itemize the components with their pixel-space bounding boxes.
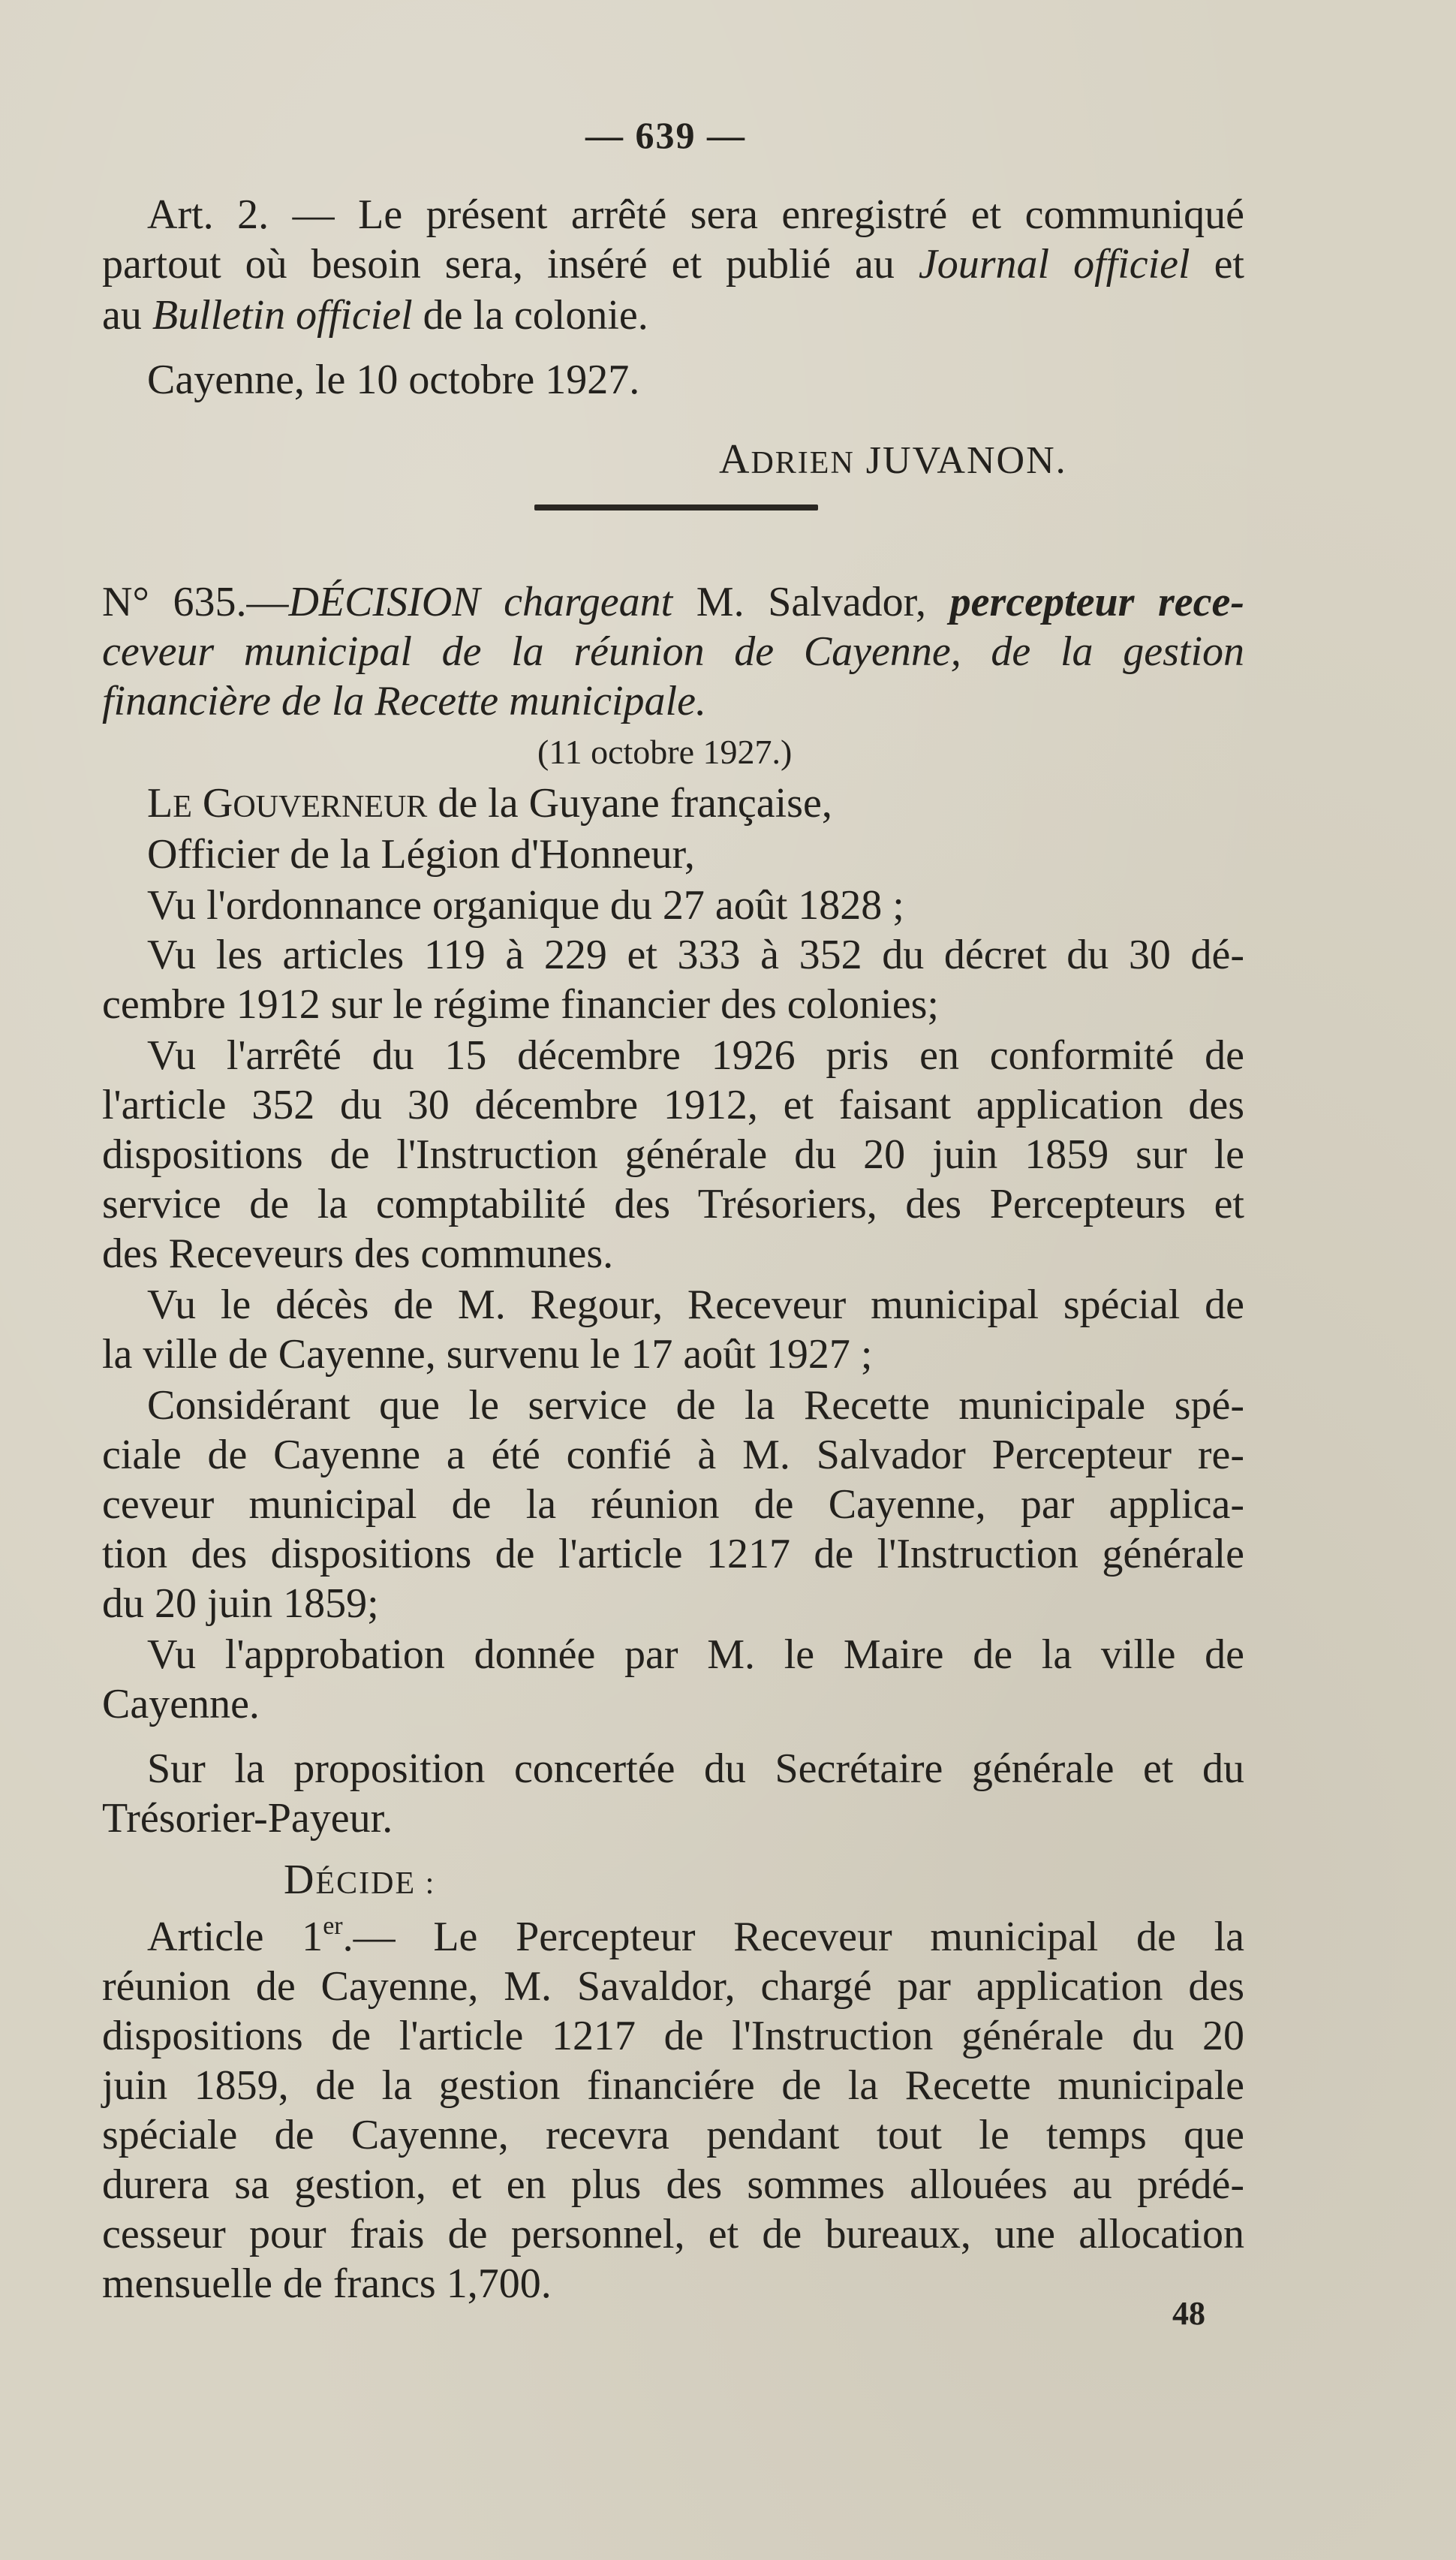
decide-rest: ÉCIDE :	[315, 1866, 436, 1901]
article1-superscript: er	[323, 1912, 343, 1940]
decision-heading: DÉCISION chargeant	[288, 579, 696, 625]
decision-date: (11 octobre 1927.)	[537, 733, 793, 771]
article1-line-1	[147, 1913, 1244, 1961]
article1-text: .— Le Percepteur Receveur municipal de la	[342, 1914, 1244, 1960]
governor-le-rest: E	[173, 790, 192, 824]
article2-line-2	[102, 240, 1244, 288]
article1-prefix: Article 1	[147, 1914, 323, 1960]
article2-text-and: et	[1190, 241, 1244, 288]
body-line-15: tion des dispositions de l'article 1217 de l'Instruction générale	[102, 1531, 1244, 1577]
body-line-14: ceveur municipal de la réunion de Cayenne, par applica-	[102, 1481, 1244, 1528]
signature-first-name: DRIEN	[751, 446, 855, 480]
section-divider	[534, 504, 818, 510]
decision-number: N° 635.—	[102, 579, 289, 625]
body-line-11: la ville de Cayenne, survenu le 17 août 1927 ;	[102, 1331, 873, 1378]
body-line-4: cembre 1912 sur le régime financier des colonies;	[102, 981, 939, 1028]
article1-line-8: mensuelle de francs 1,700.	[102, 2260, 552, 2307]
decide-heading	[284, 1856, 435, 1908]
body-line-8: service de la comptabilité des Trésoriers, des Percepteurs et	[102, 1181, 1244, 1227]
body-line-20: Trésorier-Payeur.	[102, 1795, 393, 1842]
signature-mark: 48	[1172, 2295, 1205, 2332]
decision-person: M. Salvador,	[696, 579, 927, 625]
body-line-6: l'article 352 du 30 décembre 1912, et faisant application des	[102, 1082, 1244, 1128]
body-line-17: Vu l'approbation donnée par M. le Maire de la ville de	[147, 1631, 1244, 1678]
signature	[719, 435, 1067, 487]
governor-rest: de la Guyane française,	[427, 780, 832, 827]
body-line-18: Cayenne.	[102, 1681, 260, 1727]
body-line-5: Vu l'arrêté du 15 décembre 1926 pris en conformité de	[147, 1032, 1244, 1079]
governor-g-cap: G	[202, 780, 233, 827]
governor-le-cap: L	[147, 780, 173, 827]
body-line-10: Vu le décès de M. Regour, Receveur municipal spécial de	[147, 1282, 1244, 1328]
decision-title-line-1	[102, 578, 1244, 626]
article2-text-au: au	[102, 292, 152, 339]
body-line-7: dispositions de l'Instruction générale du 20 juin 1859 sur le	[102, 1131, 1244, 1178]
body-line-12: Considérant que le service de la Recette municipale spé-	[147, 1382, 1244, 1429]
article1-line-7: cesseur pour frais de personnel, et de bureaux, une allocation	[102, 2211, 1244, 2257]
article2-line-3	[102, 291, 648, 339]
governor-line	[147, 779, 832, 831]
article1-line-4: juin 1859, de la gestion financiére de la Recette municipale	[102, 2062, 1244, 2109]
decision-title-line-3: financière de la Recette municipale.	[102, 678, 706, 724]
article2-text-end: de la colonie.	[412, 292, 648, 339]
article2-text: partout où besoin sera, inséré et publié au	[102, 241, 919, 288]
place-date: Cayenne, le 10 octobre 1927.	[147, 357, 640, 403]
body-line-2: Vu l'ordonnance organique du 27 août 1828 ;	[147, 882, 904, 929]
article1-line-2: réunion de Cayenne, M. Savaldor, chargé par application des	[102, 1963, 1244, 2010]
body-line-13: ciale de Cayenne a été confié à M. Salvador Percepteur re-	[102, 1432, 1244, 1478]
body-line-19: Sur la proposition concertée du Secrétaire générale et du	[147, 1745, 1244, 1792]
body-line-3: Vu les articles 119 à 229 et 333 à 352 du décret du 30 dé-	[147, 932, 1244, 978]
bulletin-officiel-ref: Bulletin officiel	[152, 292, 413, 339]
decision-role: percepteur rece-	[926, 579, 1245, 625]
article2-line-1: Art. 2. — Le présent arrêté sera enregistré et communiqué	[147, 191, 1244, 238]
signature-last-name: JUVANON.	[865, 439, 1067, 482]
body-line-16: du 20 juin 1859;	[102, 1580, 379, 1627]
body-line-1: Officier de la Légion d'Honneur,	[147, 831, 695, 878]
signature-initial: A	[719, 436, 751, 483]
article1-line-6: durera sa gestion, et en plus des sommes allouées au prédé-	[102, 2161, 1244, 2208]
decision-title-line-2: ceveur municipal de la réunion de Cayenne, de la gestion	[102, 628, 1244, 675]
page-number: — 639 —	[585, 114, 746, 156]
journal-officiel-ref: Journal officiel	[918, 241, 1190, 288]
body-line-9: des Receveurs des communes.	[102, 1230, 614, 1277]
article1-line-3: dispositions de l'article 1217 de l'Instruction générale du 20	[102, 2013, 1244, 2059]
governor-g-rest: OUVERNEUR	[233, 790, 428, 824]
article1-line-5: spéciale de Cayenne, recevra pendant tout le temps que	[102, 2112, 1244, 2158]
decide-cap: D	[284, 1857, 316, 1903]
